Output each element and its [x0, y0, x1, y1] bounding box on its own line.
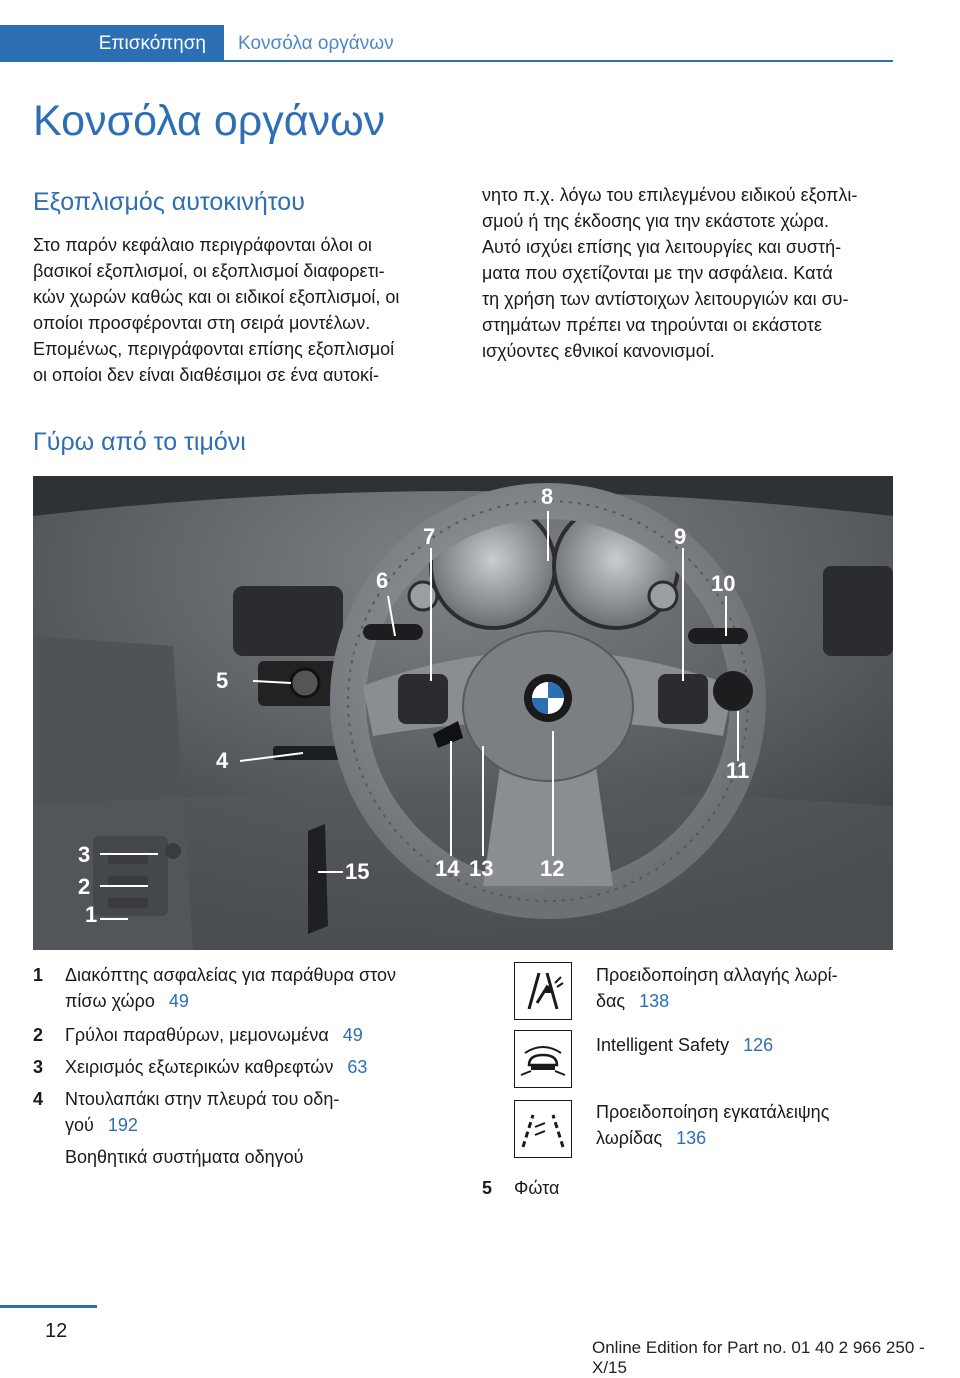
legend-line: Ντουλαπάκι στην πλευρά του οδη- — [65, 1089, 340, 1109]
legend-text — [596, 962, 896, 1014]
page-link[interactable]: 63 — [347, 1057, 368, 1077]
legend-line-with-page — [65, 1022, 485, 1048]
callout-1: 1 — [85, 902, 98, 927]
page-title: Κονσόλα οργάνων — [33, 97, 386, 145]
cockpit-illustration — [33, 476, 893, 950]
legend-text — [65, 1086, 485, 1170]
driver-assist-buttons — [273, 746, 343, 760]
text-line: Αυτό ισχύει επίσης για λειτουργίες και συστή- — [482, 237, 842, 257]
legend-line: Χειρισμός εξωτερικών καθρεφτών — [65, 1057, 334, 1077]
callout-15: 15 — [345, 859, 370, 884]
wiper-stalk — [688, 628, 748, 644]
right-air-vent — [823, 566, 893, 656]
legend-line: δας — [596, 991, 626, 1011]
page-link[interactable]: 49 — [342, 1025, 363, 1045]
legend-line-with-page — [596, 1125, 896, 1151]
text-line: νητο π.χ. λόγω του επιλεγμένου ειδικού εξοπλι- — [482, 185, 858, 205]
text-line: οποίοι προσφέρονται στη σειρά μοντέλων. — [33, 313, 371, 333]
lane-change-warning-icon — [514, 962, 572, 1020]
callout-5: 5 — [216, 668, 229, 693]
legend-line: Γρύλοι παραθύρων, μεμονωμένα — [65, 1025, 329, 1045]
legend-line: Διακόπτης ασφαλείας για παράθυρα στον — [65, 965, 396, 985]
legend-line-with-page — [596, 1032, 896, 1058]
tab-instrument-panel[interactable]: Κονσόλα οργάνων — [238, 32, 394, 54]
left-wheel-buttons — [398, 674, 448, 724]
text-line: οι οποίοι δεν είναι διαθέσιμοι σε ένα αυτοκί- — [33, 365, 380, 385]
legend-text — [65, 1022, 485, 1048]
callout-11: 11 — [726, 758, 750, 783]
page-link[interactable]: 49 — [168, 991, 189, 1011]
left-air-vent — [233, 586, 343, 656]
header-tabs — [0, 25, 893, 62]
text-line: κών χωρών καθώς και οι ειδικοί εξοπλισμοί, οι — [33, 287, 400, 307]
page-link[interactable]: 126 — [743, 1035, 774, 1055]
text-line: Στο παρόν κεφάλαιο περιγράφονται όλοι οι — [33, 235, 372, 255]
legend-line-with-page — [65, 1112, 485, 1138]
light-switch-knob — [291, 669, 319, 697]
legend-number: 4 — [33, 1089, 44, 1109]
legend-number: 2 — [33, 1025, 44, 1045]
fuel-gauge — [409, 582, 437, 610]
text-line: ματα που σχετίζονται με την ασφάλεια. Κατά — [482, 263, 833, 283]
callout-2: 2 — [78, 874, 91, 899]
intelligent-safety-icon — [514, 1030, 572, 1088]
intro-text-right — [482, 182, 857, 364]
legend-line: Φώτα — [514, 1178, 560, 1198]
right-wheel-buttons — [658, 674, 708, 724]
legend-line: γού — [65, 1115, 94, 1135]
lane-departure-warning-icon — [514, 1100, 572, 1158]
edition-note: Online Edition for Part no. 01 40 2 966 250 - X/15 — [592, 1338, 925, 1377]
page-number: 12 — [45, 1320, 68, 1342]
temp-gauge — [649, 582, 677, 610]
legend-subheading: Βοηθητικά συστήματα οδηγού — [65, 1147, 304, 1167]
callout-6: 6 — [376, 568, 389, 593]
callout-8: 8 — [541, 484, 554, 509]
callout-4: 4 — [216, 748, 229, 773]
callout-10: 10 — [711, 571, 736, 596]
callout-3: 3 — [78, 842, 91, 867]
section-title-steering-wheel: Γύρω από το τιμόνι — [33, 428, 246, 456]
legend-number: 1 — [33, 965, 44, 985]
legend-line-with-page — [596, 988, 896, 1014]
legend-line-with-page — [65, 988, 485, 1014]
legend-text — [596, 1032, 896, 1058]
page-link[interactable]: 136 — [676, 1128, 707, 1148]
cockpit-photo — [33, 476, 893, 950]
legend-text — [596, 1099, 896, 1151]
text-line: Επομένως, περιγράφονται επίσης εξοπλισμοί — [33, 339, 395, 359]
legend-line: Intelligent Safety — [596, 1035, 730, 1055]
callout-9: 9 — [674, 524, 687, 549]
legend-number: 3 — [33, 1057, 44, 1077]
text-line: ισχύοντες εθνικοί κανονισμοί. — [482, 341, 715, 361]
legend-text — [65, 962, 485, 1014]
text-line: σμού ή της έκδοσης για την εκάστοτε χώρα. — [482, 211, 830, 231]
legend-text — [514, 1175, 814, 1201]
callout-13: 13 — [469, 856, 494, 881]
tab-divider — [224, 60, 893, 62]
text-line: βασικοί εξοπλισμοί, οι εξοπλισμοί διαφορετι- — [33, 261, 385, 281]
callout-14: 14 — [435, 856, 460, 881]
text-line: τη χρήση των αντίστοιχων λειτουργιών και συ- — [482, 289, 849, 309]
start-stop-button — [713, 671, 753, 711]
hood-release-lever — [308, 824, 328, 934]
legend-line-with-page — [65, 1054, 485, 1080]
legend-line: Προειδοποίηση εγκατάλειψης — [596, 1102, 830, 1122]
callout-12: 12 — [540, 856, 565, 881]
section-title-equipment: Εξοπλισμός αυτοκινήτου — [33, 188, 305, 216]
legend-line: Προειδοποίηση αλλαγής λωρί- — [596, 965, 838, 985]
legend-text — [65, 1054, 485, 1080]
callout-7: 7 — [423, 524, 436, 549]
legend-line: πίσω χώρο — [65, 991, 155, 1011]
legend-number: 5 — [482, 1178, 493, 1198]
text-line: στημάτων πρέπει να τηρούνται οι εκάστοτε — [482, 315, 823, 335]
footer-rule — [0, 1305, 97, 1308]
intro-text-left — [33, 232, 399, 388]
tab-overview[interactable]: Επισκόπηση — [0, 25, 224, 62]
page-link[interactable]: 192 — [107, 1115, 138, 1135]
page-link[interactable]: 138 — [639, 991, 670, 1011]
legend-line: λωρίδας — [596, 1128, 663, 1148]
